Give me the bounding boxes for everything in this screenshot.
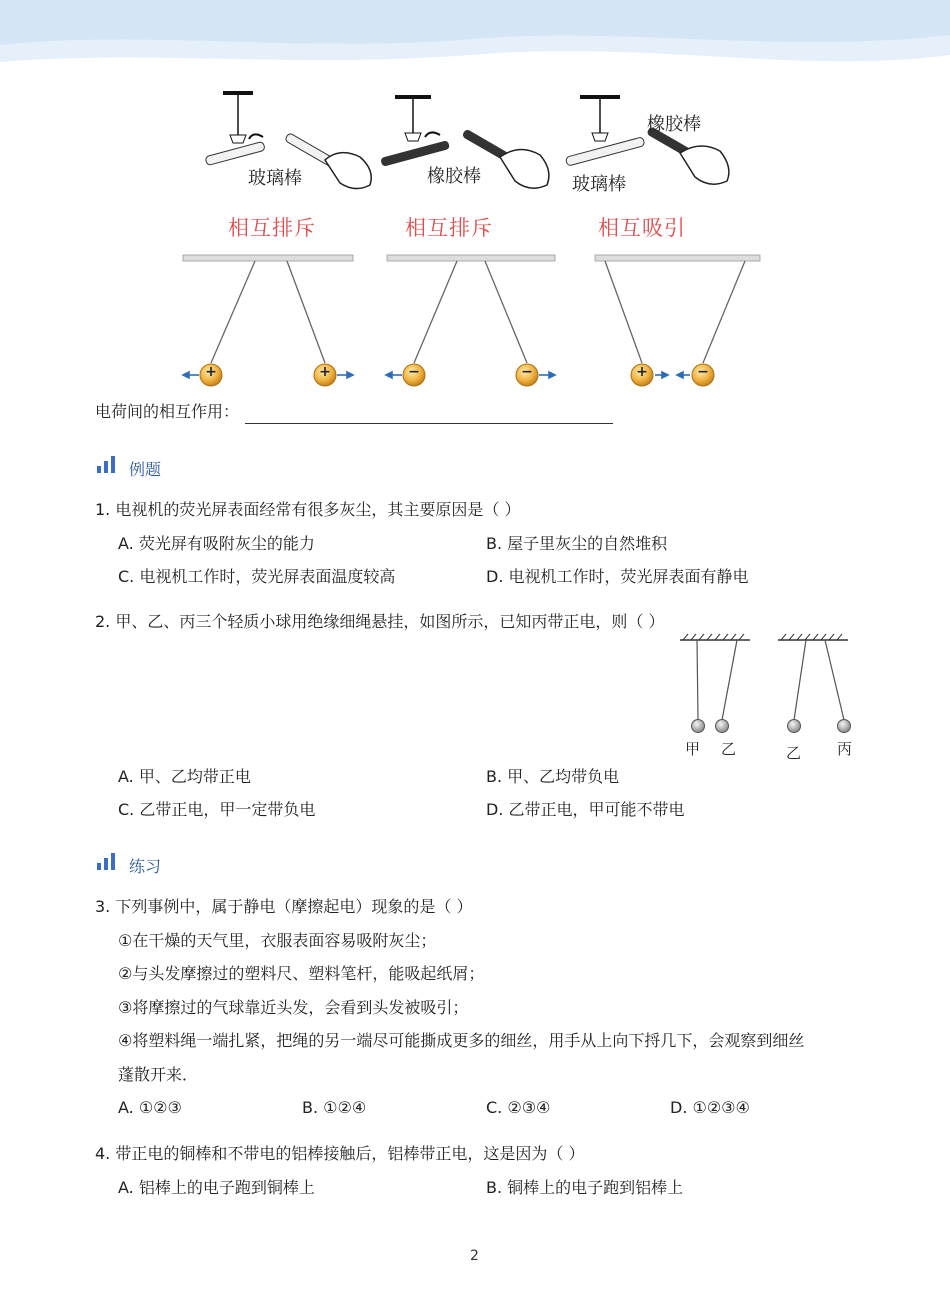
q1-option-b[interactable]: B. 屋子里灰尘的自然堆积 — [486, 534, 668, 553]
q3-item: ③将摩擦过的气球靠近头发，会看到头发被吸引； — [118, 998, 469, 1017]
bar-chart-icon — [96, 456, 118, 474]
figure-caption: 相互排斥 — [228, 216, 316, 240]
bar-chart-icon — [96, 853, 118, 871]
q2-option-b[interactable]: B. 甲、乙均带负电 — [486, 767, 620, 786]
rod-label: 橡胶棒 — [647, 114, 701, 135]
rod-label: 玻璃棒 — [248, 168, 302, 189]
question-1-stem: 1. 电视机的荧光屏表面经常有很多灰尘，其主要原因是（ ） — [95, 500, 521, 519]
ball-label-jia: 甲 — [685, 740, 701, 758]
ceiling-bar — [595, 255, 760, 261]
q4-option-b[interactable]: B. 铜棒上的电子跑到铝棒上 — [486, 1178, 684, 1197]
q3-option-c[interactable]: C. ②③④ — [486, 1098, 551, 1117]
charge-sign: + — [319, 364, 331, 380]
ball-label-bing: 丙 — [837, 740, 853, 758]
header-wave-decoration — [0, 0, 950, 80]
ball-label-yi: 乙 — [721, 740, 737, 758]
section-title-examples: 例题 — [129, 460, 162, 479]
q3-item: 蓬散开来． — [118, 1065, 199, 1084]
charge-sign: − — [697, 364, 709, 380]
question-4-stem: 4. 带正电的铜棒和不带电的铝棒接触后，铝棒带正电，这是因为（ ） — [95, 1144, 585, 1163]
q1-option-a[interactable]: A. 荧光屏有吸附灰尘的能力 — [118, 534, 315, 553]
section-title-practice: 练习 — [129, 857, 162, 876]
q3-item: ②与头发摩擦过的塑料尺、塑料笔杆，能吸起纸屑； — [118, 964, 485, 983]
charge-sign: + — [205, 364, 217, 380]
q3-item: ①在干燥的天气里，衣服表面容易吸附灰尘； — [118, 931, 437, 950]
ball-label-yi: 乙 — [786, 744, 802, 762]
q1-option-c[interactable]: C. 电视机工作时，荧光屏表面温度较高 — [118, 567, 396, 586]
question-2-stem: 2. 甲、乙、丙三个轻质小球用绝缘细绳悬挂，如图所示，已知丙带正电，则（ ） — [95, 612, 665, 631]
page-number: 2 — [470, 1248, 479, 1264]
fill-prompt: 电荷间的相互作用： — [95, 402, 240, 421]
hanging-balls-figure — [675, 630, 860, 740]
ceiling-bar — [183, 255, 353, 261]
q1-option-d[interactable]: D. 电视机工作时，荧光屏表面有静电 — [486, 567, 749, 586]
q3-option-d[interactable]: D. ①②③④ — [670, 1098, 750, 1117]
figure-caption: 相互吸引 — [598, 216, 686, 240]
question-3-stem: 3. 下列事例中，属于静电（摩擦起电）现象的是（ ） — [95, 897, 473, 916]
q3-option-a[interactable]: A. ①②③ — [118, 1098, 182, 1117]
q2-option-c[interactable]: C. 乙带正电，甲一定带负电 — [118, 800, 316, 819]
q3-item: ④将塑料绳一端扎紧，把绳的另一端尽可能撕成更多的细丝，用手从上向下捋几下，会观察到细丝 — [118, 1031, 805, 1050]
charge-sign: − — [521, 364, 533, 380]
rod-label: 橡胶棒 — [427, 166, 481, 187]
q2-option-a[interactable]: A. 甲、乙均带正电 — [118, 767, 251, 786]
q4-option-a[interactable]: A. 铝棒上的电子跑到铜棒上 — [118, 1178, 315, 1197]
ceiling-bar — [387, 255, 555, 261]
figure-caption: 相互排斥 — [405, 216, 493, 240]
charge-sign: − — [408, 364, 420, 380]
charge-sign: + — [636, 364, 648, 380]
answer-blank[interactable] — [245, 405, 613, 424]
rod-label: 玻璃棒 — [572, 174, 626, 195]
q2-option-d[interactable]: D. 乙带正电，甲可能不带电 — [486, 800, 685, 819]
q3-option-b[interactable]: B. ①②④ — [302, 1098, 367, 1117]
